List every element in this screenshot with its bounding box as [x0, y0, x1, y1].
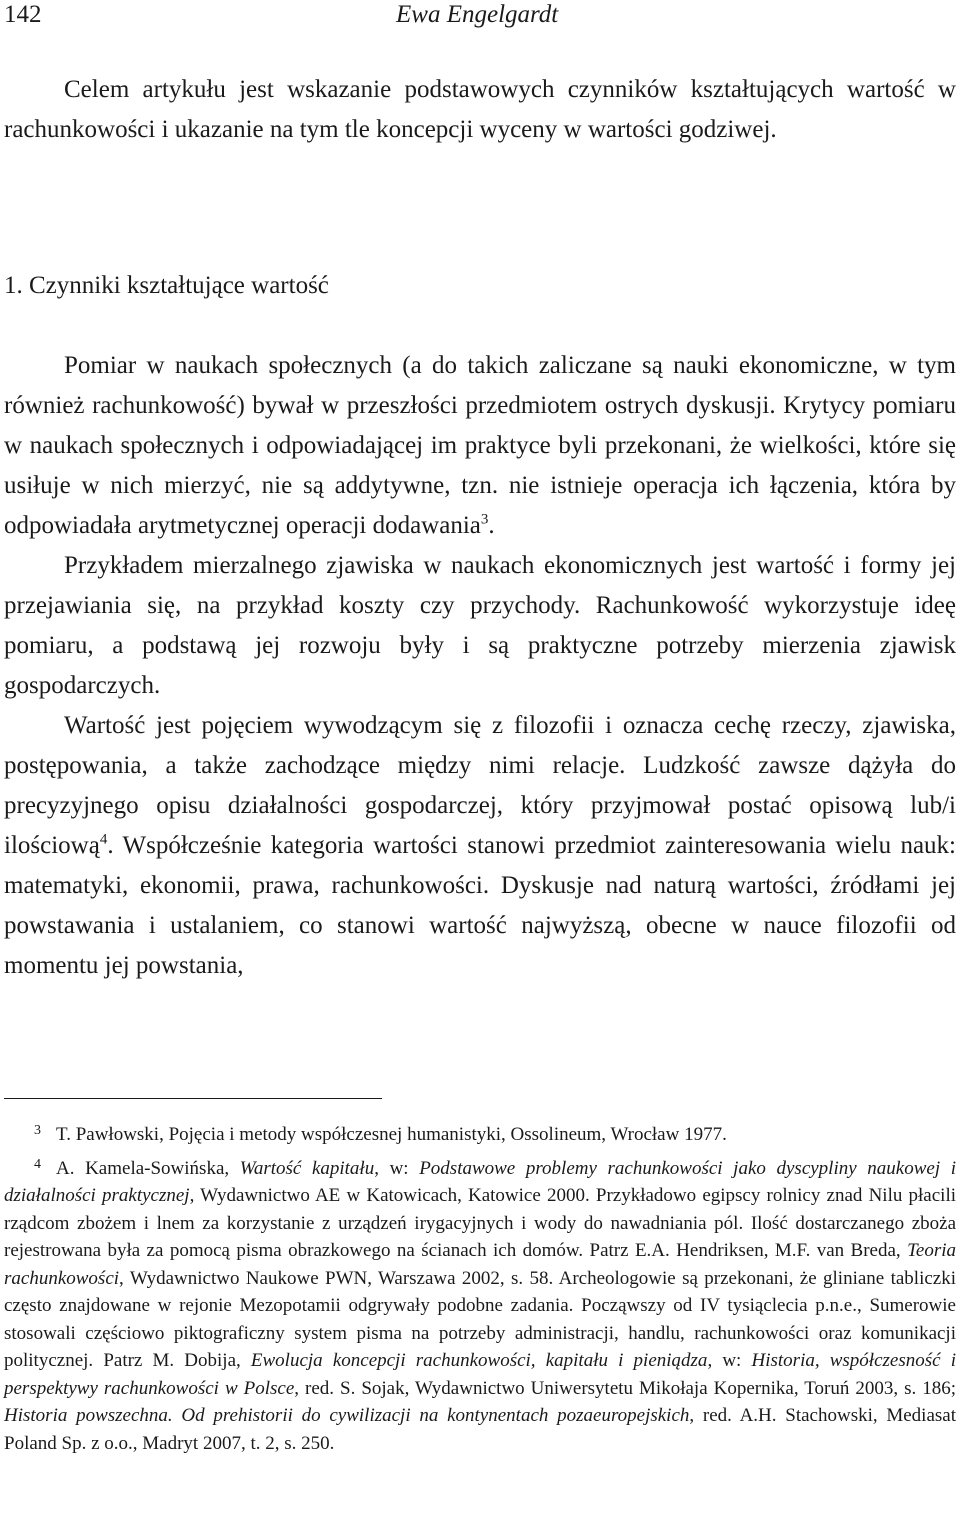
footnote-4-title-3: Teoria rachunkowości: [4, 1240, 956, 1289]
paragraph-2: Przykładem mierzalnego zjawiska w naukach ekonomicznych jest wartość i formy jej przejawiania się, na przykład koszty czy przychody. Rachunkowość wykorzystuje ideę pomiaru, a podstawą jej rozwoju były i są praktyczne potrzeby mierzenia zjawisk gospodarczych.: [4, 552, 956, 699]
running-head: Ewa Engelgardt: [396, 1, 559, 28]
footnote-4: 4 A. Kamela-Sowińska, Wartość kapitału, w: Podstawowe problemy rachunkowości jako dyscypliny naukowej i działalności praktycznej, Wydawnictwo AE w Katowicach, Katowice 2000. Przykładowo egipscy rolnicy znad Nilu płacili rządcom zbożem i lnem za korzystanie z urządzeń irygacyjnych i wody do nawadniania pól. Ilość dostarczanego zboża rejestrowana była za pomocą pisma obrazkowego na ścianach ich domów. Patrz E.A. Hendriksen, M.F. van Breda, Teoria rachunkowości, Wydawnictwo Naukowe PWN, Warszawa 2002, s. 58. Archeologowie są przekonani, że gliniane tabliczki często znajdowane w rejonie Mezopotamii odgrywały podobne zadania. Począwszy od IV tysiąclecia p.n.e., Sumerowie stosowali częściowo piktograficzny system pisma na potrzeby administracji, handlu, rachunkowości oraz komunikacji politycznej. Patrz M. Dobija, Ewolucja koncepcji rachunkowości, kapitału i pieniądza, w: Historia, współczesność i perspektywy rachunkowości w Polsce, red. S. Sojak, Wydawnictwo Uniwersytetu Mikołaja Kopernika, Toruń 2003, s. 186; Historia powszechna. Od prehistorii do cywilizacji na kontynentach pozaeuropejskich, red. A.H. Stachowski, Mediasat Poland Sp. z o.o., Madryt 2007, t. 2, s. 250.: [4, 1156, 957, 1454]
paragraph-1-text: Pomiar w naukach społecznych (a do takich zaliczane są nauki ekonomiczne, w tym również rachunkowość) bywał w przeszłości przedmiotem ostrych dyskusji. Krytycy pomiaru w naukach społecznych i odpowiadającej im praktyce byli przekonani, że wielkości, które się usiłuje w nich mierzyć, nie są addytywne, tzn. nie istnieje operacja ich łączenia, która by odpowiadała arytmetycznej operacji dodawania: [4, 352, 956, 539]
footnote-4-text-7: , red. A.H. Stachowski, Mediasat Poland Sp. z o.o., Madryt 2007, t. 2, s. 250.: [4, 1405, 956, 1454]
footnote-4-text-5: , w:: [707, 1350, 752, 1371]
footnote-4-title-5: Historia, współczesność i perspektywy rachunkowości w Polsce: [4, 1350, 956, 1399]
intro-paragraph: Celem artykułu jest wskazanie podstawowych czynników kształtujących wartość w rachunkowości i ukazanie na tym tle koncepcji wyceny w wartości godziwej.: [4, 76, 956, 143]
section-body: [4, 346, 956, 986]
paragraph-3: [4, 706, 956, 986]
footnote-3-text: T. Pawłowski, Pojęcia i metody współczesnej humanistyki, Ossolineum, Wrocław 1977.: [56, 1124, 727, 1145]
footnote-ref-3[interactable]: 3: [480, 511, 489, 528]
footnote-4-text-2: , w:: [374, 1157, 420, 1179]
paragraph-3-text-b: . Współcześnie kategoria wartości stanowi przedmiot zainteresowania wielu nauk: matematyki, ekonomii, prawa, rachunkowości. Dyskusje nad naturą wartości, źródłami jej powstawania i ustalaniem, co stanowi wartość najwyższą, obecne w nauce filozofii od momentu jej powstania,: [4, 832, 956, 979]
intro-block: [4, 70, 956, 150]
page-number: 142: [4, 1, 42, 28]
section-heading: 1. Czynniki kształtujące wartość: [4, 272, 329, 299]
footnote-separator: [4, 1098, 382, 1099]
page-header: [0, 0, 960, 32]
footnote-4-title-6: Historia powszechna. Od prehistorii do cywilizacji na kontynentach pozaeuropejskich: [4, 1405, 690, 1426]
footnote-4-text-3: , Wydawnictwo AE w Katowicach, Katowice 2000. Przykładowo egipscy rolnicy znad Nilu płacili rządcom zbożem i lnem za korzystanie z urządzeń irygacyjnych i wody do nawadniania pól. Ilość dostarczanego zboża rejestrowana była za pomocą pisma obrazkowego na ścianach ich domów. Patrz E.A. Hendriksen, M.F. van Breda,: [4, 1185, 956, 1261]
paragraph-1: [4, 346, 956, 546]
footnote-4-text-6: , red. S. Sojak, Wydawnictwo Uniwersytetu Mikołaja Kopernika, Toruń 2003, s. 186;: [294, 1377, 957, 1399]
paragraph-3-text-a: Wartość jest pojęciem wywodzącym się z filozofii i oznacza cechę rzeczy, zjawiska, postępowania, a także zachodzące między nimi relacje. Ludzkość zawsze dążyła do precyzyjnego opisu działalności gospodarczej, który przyjmował postać opisową lub/i ilościową: [4, 712, 956, 859]
footnote-4-title-2: Podstawowe problemy rachunkowości jako dyscypliny naukowej i działalności praktycznej: [4, 1157, 956, 1206]
footnote-4-title-4: Ewolucja koncepcji rachunkowości, kapitału i pieniądza: [250, 1350, 708, 1371]
footnote-4-text-4: , Wydawnictwo Naukowe PWN, Warszawa 2002, s. 58. Archeologowie są przekonani, że gliniane tabliczki często znajdowane w rejonie Mezopotamii odgrywały podobne zadania. Począwszy od IV tysiąclecia p.n.e., Sumerowie stosowali częściowo piktograficzny system pisma na potrzeby administracji, handlu, rachunkowości oraz komunikacji politycznej. Patrz M. Dobija,: [4, 1267, 956, 1371]
footnote-3: 3 T. Pawłowski, Pojęcia i metody współczesnej humanistyki, Ossolineum, Wrocław 1977.: [34, 1123, 727, 1145]
footnote-4-text-1: A. Kamela-Sowińska,: [56, 1157, 240, 1179]
footnotes: [4, 1121, 956, 1463]
footnote-ref-4[interactable]: 4: [99, 831, 108, 848]
paragraph-1-end: .: [488, 512, 495, 539]
footnote-4-title-1: Wartość kapitału: [239, 1157, 375, 1179]
